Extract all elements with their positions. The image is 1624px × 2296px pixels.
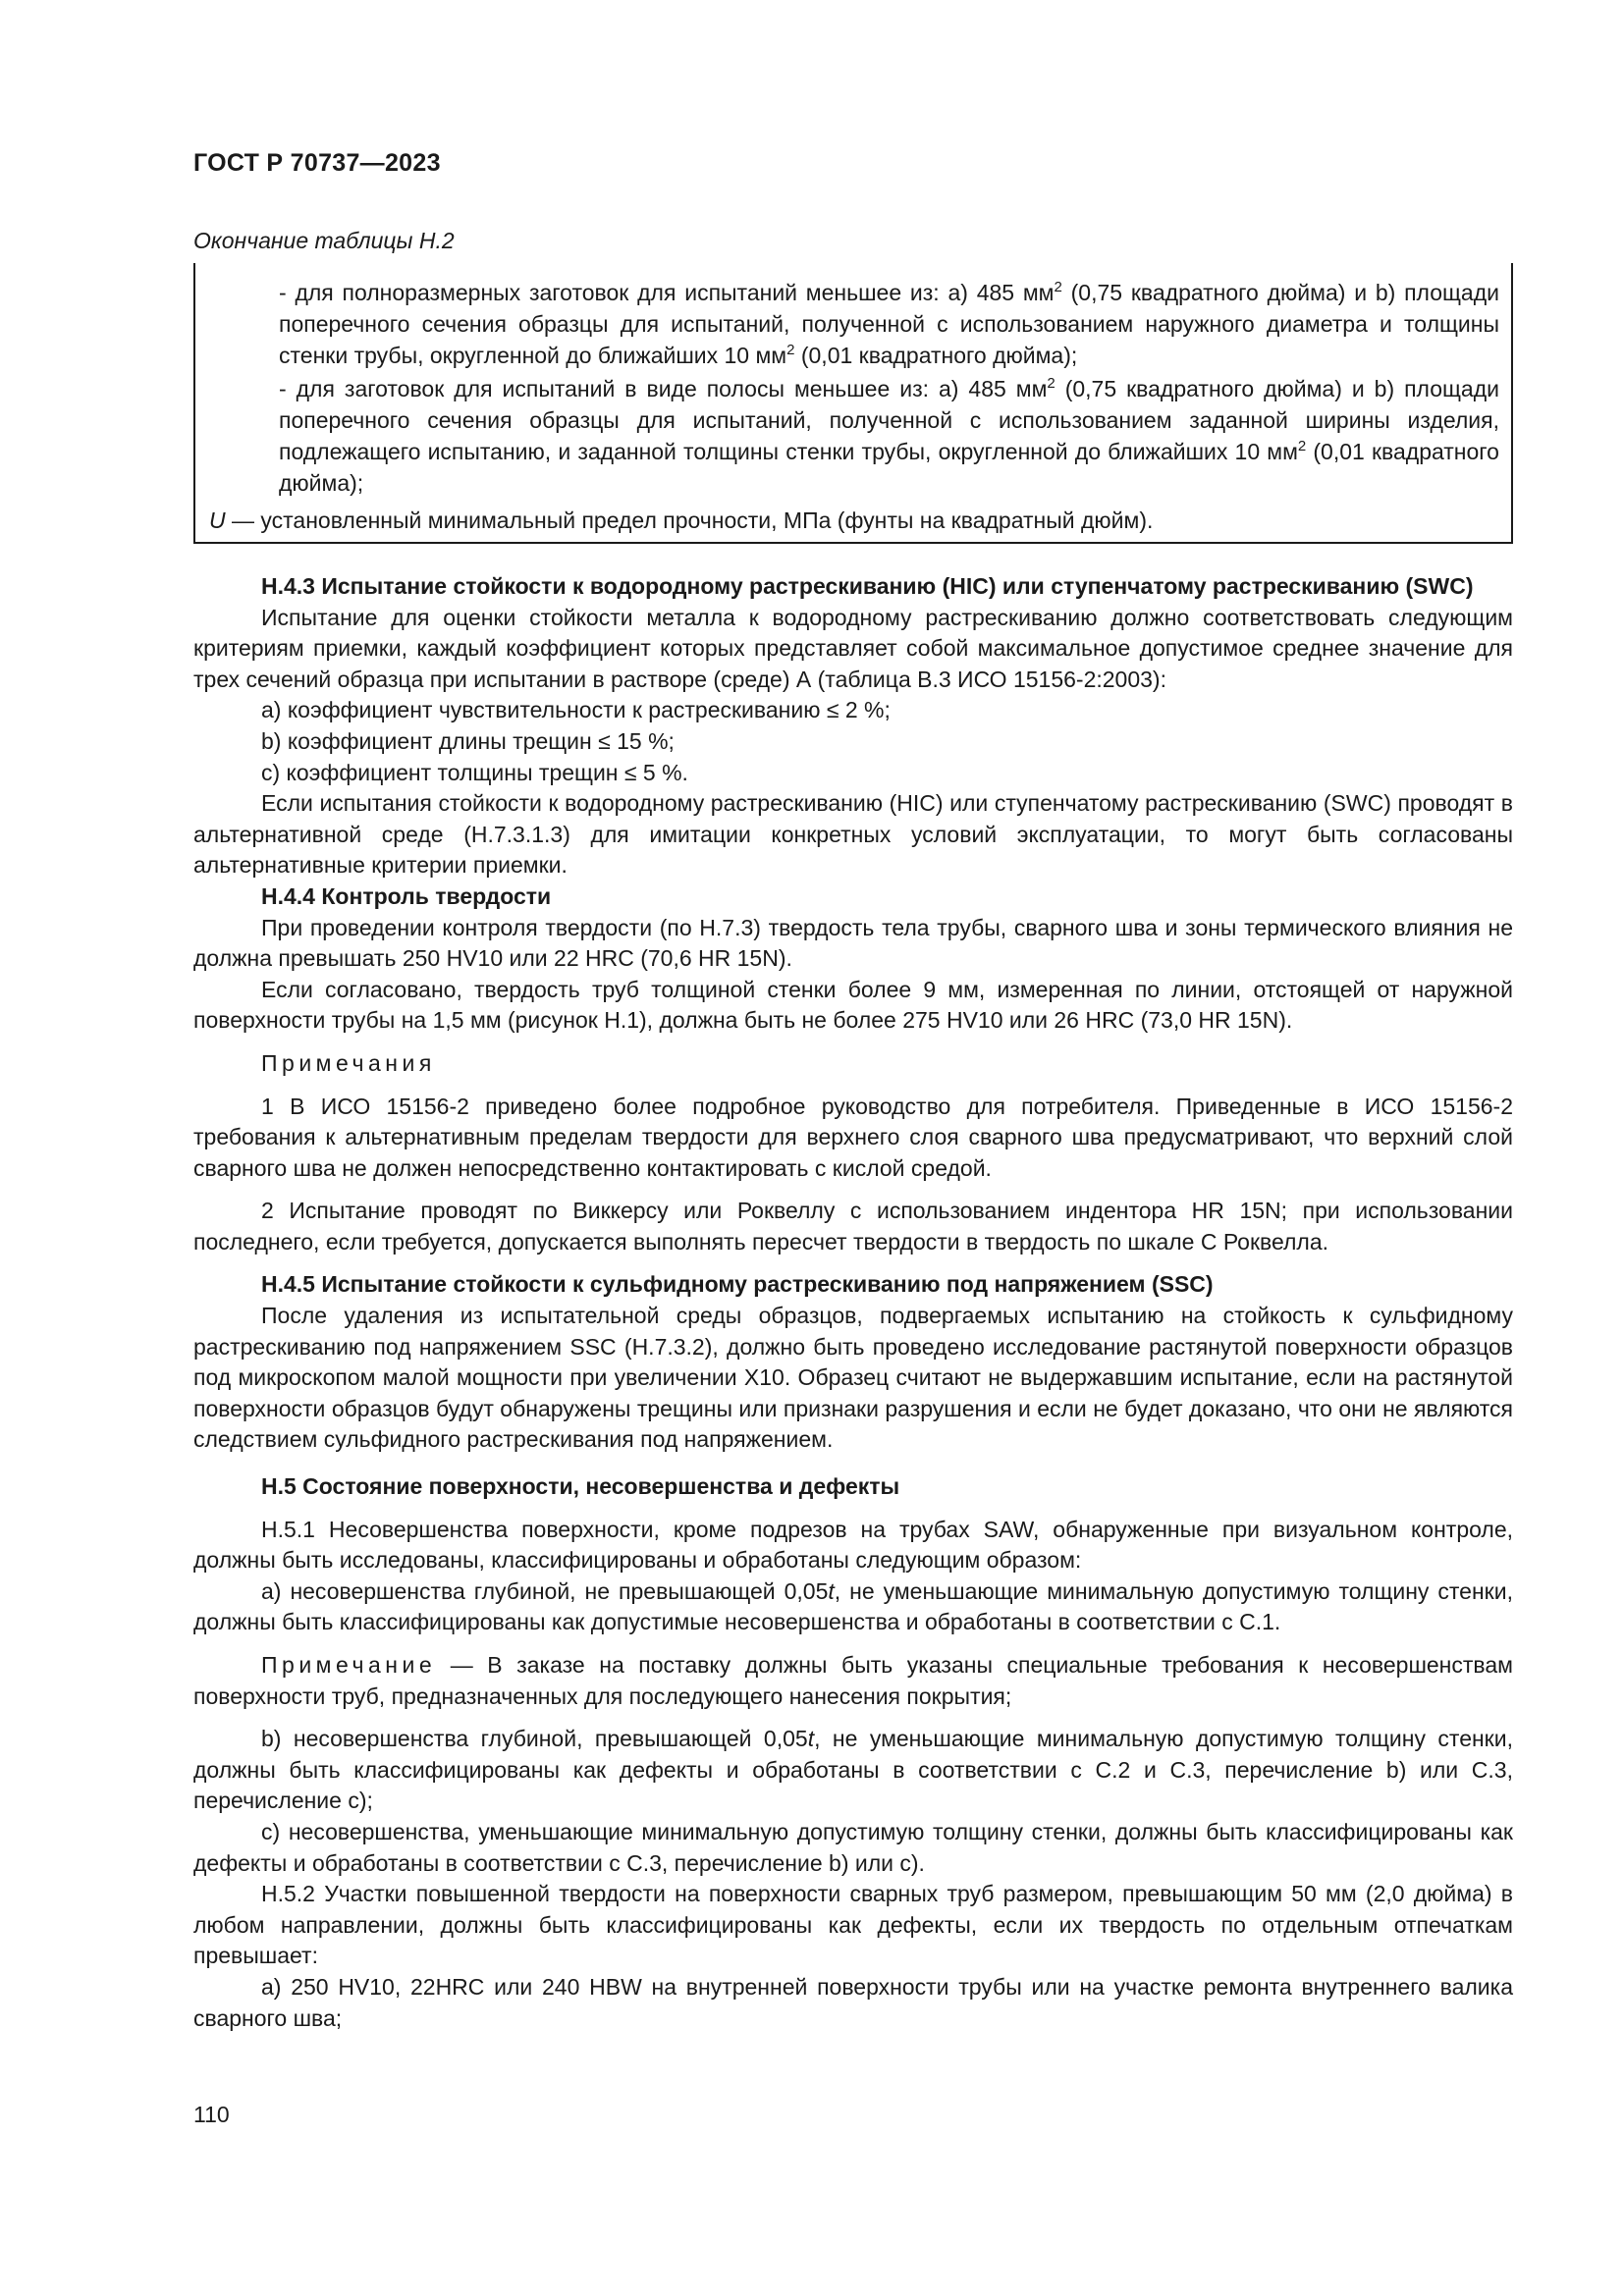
notes-label: Примечания xyxy=(261,1049,436,1076)
section-h43-title: Н.4.3 Испытание стойкости к водородному растрескиванию (HIC) или ступенчатому растрескиванию (SWC) xyxy=(261,573,1474,599)
list-item: b) коэффициент длины трещин ≤ 15 %; xyxy=(261,727,675,754)
note-item: 1 В ИСО 15156-2 приведено более подробное руководство для потребителя. Приведенные в ИСО 15156-2 требования к альтернативным пределам твердости для верхнего слоя сварного шва предусматривают, что верхний слой сварного шва не должен непосредственно контактировать с кислой средой. xyxy=(193,1093,1513,1181)
section-h43-paragraph: Если испытания стойкости к водородному растрескиванию (HIC) или ступенчатому растрескиванию (SWC) проводят в альтернативной среде (Н.7.3.1.3) для имитации конкретных условий эксплуатации, то могут быть согласованы альтернативные критерии приемки. xyxy=(193,790,1513,879)
page-number: 110 xyxy=(193,2102,230,2127)
list-item: b) несовершенства глубиной, превышающей 0,05t, не уменьшающие минимальную допустимую толщину стенки, должны быть классифицированы как дефекты и обработаны в соответствии с С.2 и С.3, перечисление b) или С.3, перечисление c); xyxy=(193,1726,1513,1814)
section-h45-title: Н.4.5 Испытание стойкости к сульфидному растрескиванию под напряжением (SSC) xyxy=(261,1271,1214,1298)
note-item: Примечание — В заказе на поставку должны быть указаны специальные требования к несовершенствам поверхности труб, предназначенных для последующего нанесения покрытия; xyxy=(193,1652,1513,1709)
section-h52-paragraph: Н.5.2 Участки повышенной твердости на поверхности сварных труб размером, превышающим 50 мм (2,0 дюйма) в любом направлении, должны быть классифицированы как дефекты, если их твердость по отдельным отпечаткам превышает: xyxy=(193,1881,1513,1969)
list-item: c) коэффициент толщины трещин ≤ 5 %. xyxy=(261,759,688,785)
table-item-full-size: - для полноразмерных заготовок для испытаний меньшее из: a) 485 $мм^2$ (0,75 квадратного дюйма) и b) площади поперечного сечения образцы для испытаний, полученной с использованием наружного диаметра и толщины стенки трубы, округленной до ближайших 10 $мм^2$ (0,01 квадратного дюйма); xyxy=(279,279,1499,368)
table-continuation-box xyxy=(193,263,1513,544)
list-item: a) коэффициент чувствительности к растрескиванию ≤ 2 %; xyxy=(261,697,891,723)
list-item: a) 250 HV10, 22HRC или 240 HBW на внутренней поверхности трубы или на участке ремонта внутреннего валика сварного шва; xyxy=(193,1973,1513,2031)
section-h44-paragraph: Если согласовано, твердость труб толщиной стенки более 9 мм, измеренная по линии, отстоящей от наружной поверхности трубы на 1,5 мм (рисунок Н.1), должна быть не более 275 HV10 или 26 HRC (73,0 HR 15N). xyxy=(193,976,1513,1034)
document-header: ГОСТ Р 70737—2023 xyxy=(193,149,441,177)
section-h43-paragraph: Испытание для оценки стойкости металла к водородному растрескиванию должно соответствовать следующим критериям приемки, каждый коэффициент которых представляет собой максимальное допустимое среднее значение для трех сечений образца при испытании в растворе (среде) А (таблица В.3 ИСО 15156-2:2003): xyxy=(193,604,1513,692)
table-continuation-caption: Окончание таблицы Н.2 xyxy=(193,228,455,253)
note-item: 2 Испытание проводят по Виккерсу или Роквеллу с использованием индентора HR 15N; при использовании последнего, если требуется, допускается выполнять пересчет твердости в твердость по шкале С Роквелла. xyxy=(193,1198,1513,1255)
table-u-definition: U — установленный минимальный предел прочности, МПа (фунты на квадратный дюйм). xyxy=(209,507,1154,533)
table-item-strip: - для заготовок для испытаний в виде полосы меньшее из: a) 485 $мм^2$ (0,75 квадратного дюйма) и b) площади поперечного сечения образцы для испытаний, полученной с использованием заданной ширины изделия, подлежащего испытанию, и заданной толщины стенки трубы, округленной до ближайших 10 $мм^2$ (0,01 квадратного дюйма); xyxy=(279,375,1499,496)
section-h45-paragraph: После удаления из испытательной среды образцов, подвергаемых испытанию на стойкость к сульфидному растрескиванию под напряжением SSC (Н.7.3.2), должно быть проведено исследование растянутой поверхности образцов под микроскопом малой мощности при увеличении X10. Образец считают не выдержавшим испытание, если на растянутой поверхности образцов будут обнаружены трещины или признаки разрушения и если не будет доказано, что они не являются следствием сульфидного растрескивания под напряжением. xyxy=(193,1303,1513,1453)
main-text xyxy=(193,571,1513,2034)
section-h44-paragraph: При проведении контроля твердости (по Н.7.3) твердость тела трубы, сварного шва и зоны термического влияния не должна превышать 250 HV10 или 22 HRC (70,6 HR 15N). xyxy=(193,914,1513,972)
section-h44-title: Н.4.4 Контроль твердости xyxy=(261,882,552,909)
section-h51-paragraph: Н.5.1 Несовершенства поверхности, кроме подрезов на трубах SAW, обнаруженные при визуальном контроле, должны быть исследованы, классифицированы и обработаны следующим образом: xyxy=(193,1516,1513,1574)
list-item: c) несовершенства, уменьшающие минимальную допустимую толщину стенки, должны быть классифицированы как дефекты и обработаны в соответствии с С.3, перечисление b) или c). xyxy=(193,1818,1513,1876)
section-h5-title: Н.5 Состояние поверхности, несовершенства и дефекты xyxy=(261,1473,900,1500)
list-item: a) несовершенства глубиной, не превышающей 0,05t, не уменьшающие минимальную допустимую толщину стенки, должны быть классифицированы как допустимые несовершенства и обработаны в соответствии с С.1. xyxy=(193,1577,1513,1635)
